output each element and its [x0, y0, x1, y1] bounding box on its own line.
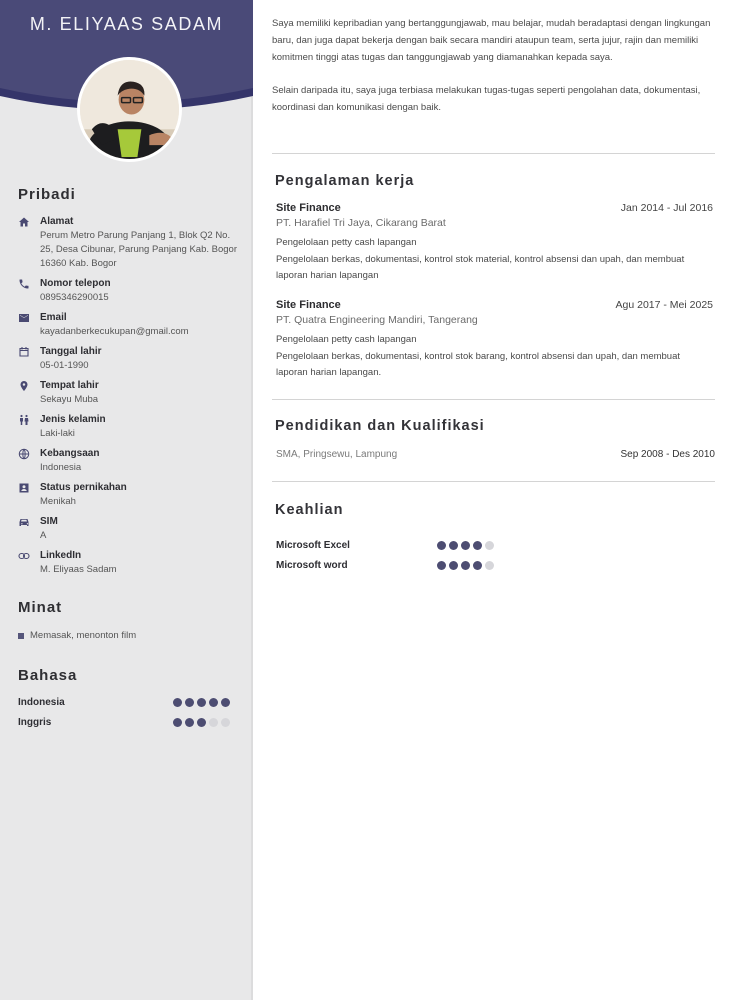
email-icon — [18, 311, 40, 339]
rating-dot-icon — [449, 561, 458, 570]
language-rating — [173, 698, 230, 707]
experience-title: Pengalaman kerja — [275, 173, 415, 189]
languages-title: Bahasa — [18, 667, 78, 684]
person-photo-icon — [80, 60, 179, 159]
home-icon — [18, 215, 40, 271]
calendar-icon — [18, 345, 40, 373]
rating-dot-icon — [221, 698, 230, 707]
info-phone: Nomor telepon 0895346290015 — [18, 277, 240, 305]
link-icon — [18, 549, 40, 577]
phone-icon — [18, 277, 40, 305]
interests-section — [18, 599, 240, 641]
rating-dot-icon — [449, 541, 458, 550]
skill-row: Microsoft word — [276, 555, 506, 575]
location-pin-icon — [18, 379, 40, 407]
rating-dot-icon — [473, 561, 482, 570]
interest-item: Memasak, menonton film — [18, 630, 240, 641]
rating-dot-icon — [473, 541, 482, 550]
rating-dot-empty-icon — [221, 718, 230, 727]
profile-photo — [77, 57, 182, 162]
job-entry: Site Finance Agu 2017 - Mei 2025 PT. Quatra Engineering Mandiri, Tangerang Pengelolaan petty cash lapangan Pengelolaan berkas, dokumentasi, kontrol stok barang, kontrol absensi dan upah, dan membuat laporan harian lapangan. — [276, 299, 713, 378]
rating-dot-icon — [173, 718, 182, 727]
rating-dot-icon — [461, 561, 470, 570]
rating-dot-icon — [185, 698, 194, 707]
skills-title: Keahlian — [275, 502, 344, 518]
info-license: SIM A — [18, 515, 240, 543]
divider — [272, 481, 715, 482]
bullet-square-icon — [18, 633, 24, 639]
skill-rating — [437, 561, 494, 570]
interests-title: Minat — [18, 599, 63, 616]
personal-title: Pribadi — [18, 186, 76, 203]
info-address: Alamat Perum Metro Parung Panjang 1, Blok Q2 No. 25, Desa Cibunar, Parung Panjang Kab. Bogor 16360 Kab. Bogor — [18, 215, 240, 271]
divider — [272, 399, 715, 400]
education-title: Pendidikan dan Kualifikasi — [275, 418, 485, 434]
job-entry: Site Finance Jan 2014 - Jul 2016 PT. Harafiel Tri Jaya, Cikarang Barat Pengelolaan petty cash lapangan Pengelolaan berkas, dokumentasi, kontrol stok material, kontrol absensi dan upah, dan membuat laporan harian lapangan — [276, 202, 713, 281]
info-gender: Jenis kelamin Laki-laki — [18, 413, 240, 441]
rating-dot-icon — [437, 561, 446, 570]
globe-icon — [18, 447, 40, 475]
gender-icon — [18, 413, 40, 441]
info-birthplace: Tempat lahir Sekayu Muba — [18, 379, 240, 407]
rating-dot-icon — [185, 718, 194, 727]
rating-dot-icon — [209, 698, 218, 707]
personal-section — [18, 186, 240, 583]
sidebar — [0, 0, 253, 1000]
car-icon — [18, 515, 40, 543]
language-rating — [173, 718, 230, 727]
rating-dot-icon — [197, 718, 206, 727]
divider — [272, 153, 715, 154]
rating-dot-icon — [461, 541, 470, 550]
rating-dot-icon — [437, 541, 446, 550]
language-row: Indonesia — [18, 692, 230, 712]
rating-dot-icon — [173, 698, 182, 707]
info-linkedin: LinkedIn M. Eliyaas Sadam — [18, 549, 240, 577]
language-row: Inggris — [18, 712, 230, 732]
info-email: Email kayadanberkecukupan@gmail.com — [18, 311, 240, 339]
info-birthdate: Tanggal lahir 05-01-1990 — [18, 345, 240, 373]
languages-section — [18, 667, 230, 732]
rating-dot-empty-icon — [485, 561, 494, 570]
info-nationality: Kebangsaan Indonesia — [18, 447, 240, 475]
rating-dot-icon — [197, 698, 206, 707]
rating-dot-empty-icon — [485, 541, 494, 550]
main-content — [253, 0, 731, 1000]
full-name: M. ELIYAAS SADAM — [29, 14, 224, 34]
skills-list — [276, 535, 506, 575]
education-entry: SMA, Pringsewu, Lampung Sep 2008 - Des 2010 — [276, 449, 715, 460]
id-badge-icon — [18, 481, 40, 509]
skill-rating — [437, 541, 494, 550]
info-marital: Status pernikahan Menikah — [18, 481, 240, 509]
skill-row: Microsoft Excel — [276, 535, 506, 555]
about-summary: Saya memiliki kepribadian yang bertanggungjawab, mau belajar, mudah beradaptasi dengan lingkungan baru, dan juga dapat bekerja dengan baik secara mandiri ataupun team, serta jujur, rajin dan memiliki komitmen tinggi atas tugas dan tanggungjawab yang diamanahkan kepada saya. Selain daripada itu, saya juga terbiasa melakukan tugas-tugas seperti pengolahan data, dokumentasi, koordinasi dan komunikasi dengan baik. — [272, 18, 711, 113]
rating-dot-empty-icon — [209, 718, 218, 727]
